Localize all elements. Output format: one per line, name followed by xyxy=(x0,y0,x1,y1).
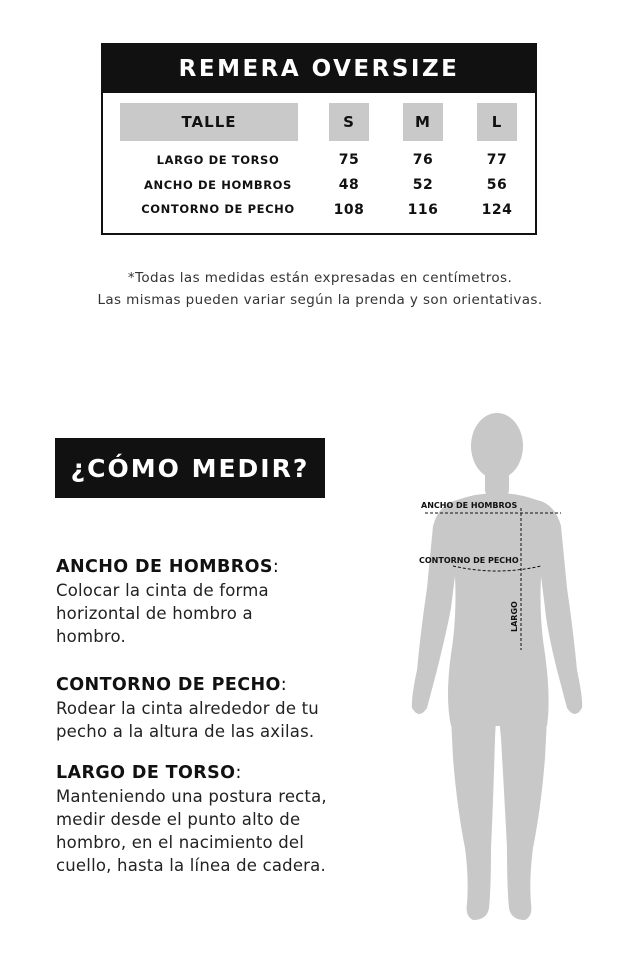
label-chest: CONTORNO DE PECHO xyxy=(419,556,519,565)
row-label-contorno: CONTORNO DE PECHO xyxy=(141,202,295,216)
section-heading: ANCHO DE HOMBROS: xyxy=(56,557,280,577)
label-shoulders: ANCHO DE HOMBROS xyxy=(421,501,518,510)
section-text: Colocar la cinta de forma horizontal de hombro a hombro. xyxy=(56,581,269,646)
section-ancho-hombros xyxy=(56,555,356,648)
cell-ancho-s: 48 xyxy=(338,177,360,193)
note-line-2: Las mismas pueden variar según la prenda y son orientativas. xyxy=(97,292,543,308)
row-label-largo: LARGO DE TORSO xyxy=(156,153,280,167)
silhouette-icon xyxy=(412,413,582,920)
section-heading: LARGO DE TORSO: xyxy=(56,763,242,783)
cell-contorno-s: 108 xyxy=(333,202,365,218)
header-size-m: M xyxy=(403,103,443,141)
cell-largo-m: 76 xyxy=(412,152,434,168)
size-table xyxy=(101,43,537,235)
section-largo-torso xyxy=(56,761,356,877)
row-label-ancho: ANCHO DE HOMBROS xyxy=(144,178,292,192)
section-text: Manteniendo una postura recta, medir desde el punto alto de hombro, en el nacimiento del cuello, hasta la línea de cadera. xyxy=(56,787,327,875)
section-text: Rodear la cinta alrededor de tu pecho a la altura de las axilas. xyxy=(56,699,319,741)
cell-largo-s: 75 xyxy=(338,152,360,168)
cell-contorno-m: 116 xyxy=(407,202,439,218)
body-figure xyxy=(395,408,595,928)
header-talle: TALLE xyxy=(120,103,298,141)
cell-ancho-m: 52 xyxy=(412,177,434,193)
header-size-l: L xyxy=(477,103,517,141)
table-title: REMERA OVERSIZE xyxy=(103,45,535,93)
howto-title: ¿CÓMO MEDIR? xyxy=(55,438,325,498)
cell-contorno-l: 124 xyxy=(481,202,513,218)
section-heading: CONTORNO DE PECHO: xyxy=(56,675,288,695)
label-length: LARGO xyxy=(510,601,519,632)
note-line-1: *Todas las medidas están expresadas en centímetros. xyxy=(127,270,513,286)
cell-largo-l: 77 xyxy=(486,152,508,168)
section-contorno-pecho xyxy=(56,673,356,743)
header-size-s: S xyxy=(329,103,369,141)
cell-ancho-l: 56 xyxy=(486,177,508,193)
